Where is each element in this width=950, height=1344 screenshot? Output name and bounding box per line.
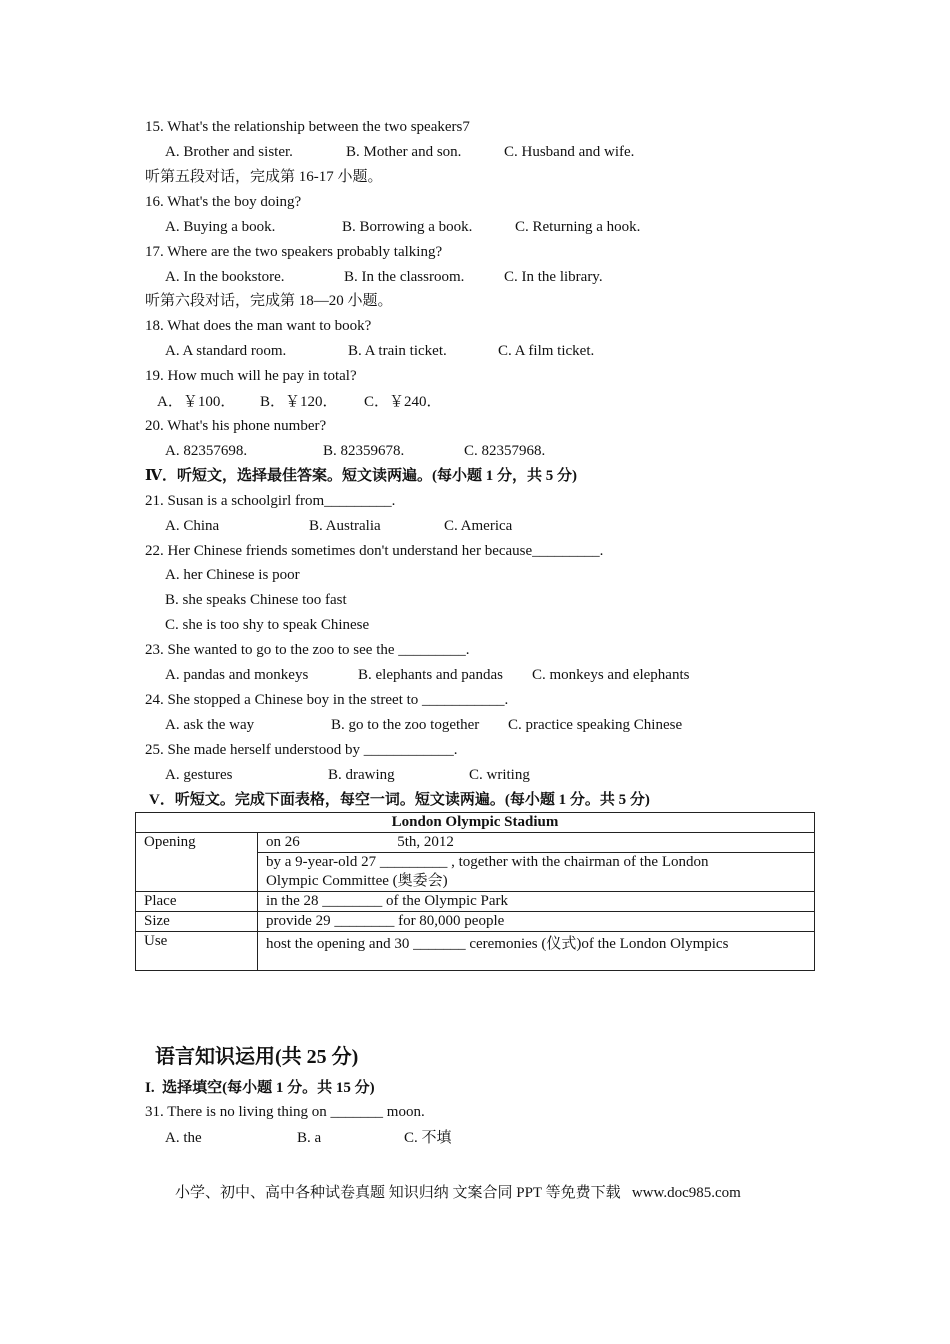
option-c: C. she is too shy to speak Chinese (165, 617, 370, 633)
section-heading: Ⅳ．听短文，选择最佳答案。短文读两遍。(每小题 1 分，共 5 分) (145, 468, 578, 484)
option-c: C. In the library. (504, 269, 603, 285)
option-a: A. the (165, 1130, 202, 1146)
option-a: A. In the bookstore. (165, 269, 285, 285)
question-text: 21. Susan is a schoolgirl from_________. (145, 493, 396, 509)
option-b: B. drawing (328, 767, 395, 783)
option-b: B. she speaks Chinese too fast (165, 592, 347, 608)
option-c: C. America (444, 518, 513, 534)
option-a: A. pandas and monkeys (165, 667, 309, 683)
option-c: C. writing (469, 767, 530, 783)
option-b: B. a (297, 1130, 322, 1146)
option-a: A. China (165, 518, 220, 534)
table-title: London Olympic Stadium (136, 813, 815, 833)
size-value: provide 29 ________ for 80,000 people (258, 912, 815, 932)
option-b: B. 82359678. (323, 443, 405, 459)
option-b: B. In the classroom. (344, 269, 465, 285)
option-b: B. go to the zoo together (331, 717, 480, 733)
option-a: A. her Chinese is poor (165, 567, 300, 583)
question-text: 16. What's the boy doing? (145, 194, 302, 210)
size-label: Size (136, 912, 258, 932)
opening-by: by a 9-year-old 27 _________ , together with the chairman of the London Olympic Committee (奥委会) (258, 853, 815, 892)
part-title: 语言知识运用(共 25 分) (155, 1046, 359, 1068)
option-b: B. Australia (309, 518, 381, 534)
option-b: B．￥120． (260, 394, 338, 410)
place-value: in the 28 ________ of the Olympic Park (258, 892, 815, 912)
option-a: A. 82357698. (165, 443, 248, 459)
place-label: Place (136, 892, 258, 912)
option-c: C．￥240． (364, 394, 442, 410)
question-text: 17. Where are the two speakers probably talking? (145, 244, 443, 260)
dialog-instruction: 听第五段对话，完成第 16-17 小题。 (145, 169, 383, 185)
question-text: 19. How much will he pay in total? (145, 368, 357, 384)
option-b: B. Borrowing a book. (342, 219, 473, 235)
option-c: C. 82357968. (464, 443, 546, 459)
option-b: B. Mother and son. (346, 144, 462, 160)
question-text: 24. She stopped a Chinese boy in the street to ___________. (145, 692, 509, 708)
section-heading: V．听短文。完成下面表格，每空一词。短文读两遍。(每小题 1 分。共 5 分) (149, 792, 650, 808)
option-a: A. gestures (165, 767, 233, 783)
question-text: 22. Her Chinese friends sometimes don't understand her because_________. (145, 543, 604, 559)
option-c: C. 不填 (404, 1130, 452, 1146)
use-label: Use (136, 932, 258, 971)
option-a: A. ask the way (165, 717, 255, 733)
question-text: 23. She wanted to go to the zoo to see the _________. (145, 642, 470, 658)
option-c: C. Returning a hook. (515, 219, 641, 235)
option-b: B. elephants and pandas (358, 667, 503, 683)
option-c: C. A film ticket. (498, 343, 595, 359)
footer-text: 小学、初中、高中各种试卷真题 知识归纳 文案合同 PPT 等免费下载 www.doc985.com (175, 1185, 741, 1201)
question-text: 15. What's the relationship between the two speakers7 (145, 119, 470, 135)
option-b: B. A train ticket. (348, 343, 447, 359)
use-value: host the opening and 30 _______ ceremonies (仪式)of the London Olympics (258, 932, 815, 971)
question-text: 31. There is no living thing on _______ moon. (145, 1104, 425, 1120)
section-heading: I. 选择填空(每小题 1 分。共 15 分) (145, 1080, 375, 1096)
option-c: C. monkeys and elephants (532, 667, 690, 683)
option-a: A. Buying a book. (165, 219, 276, 235)
question-text: 18. What does the man want to book? (145, 318, 372, 334)
option-a: A. Brother and sister. (165, 144, 293, 160)
question-text: 25. She made herself understood by ____________. (145, 742, 458, 758)
option-c: C. practice speaking Chinese (508, 717, 683, 733)
option-a: A．￥100． (157, 394, 236, 410)
opening-label: Opening (136, 833, 258, 892)
stadium-table (135, 812, 815, 971)
question-text: 20. What's his phone number? (145, 418, 327, 434)
dialog-instruction: 听第六段对话，完成第 18—20 小题。 (145, 293, 393, 309)
option-c: C. Husband and wife. (504, 144, 635, 160)
option-a: A. A standard room. (165, 343, 287, 359)
opening-date: on 26 5th, 2012 (258, 833, 815, 853)
